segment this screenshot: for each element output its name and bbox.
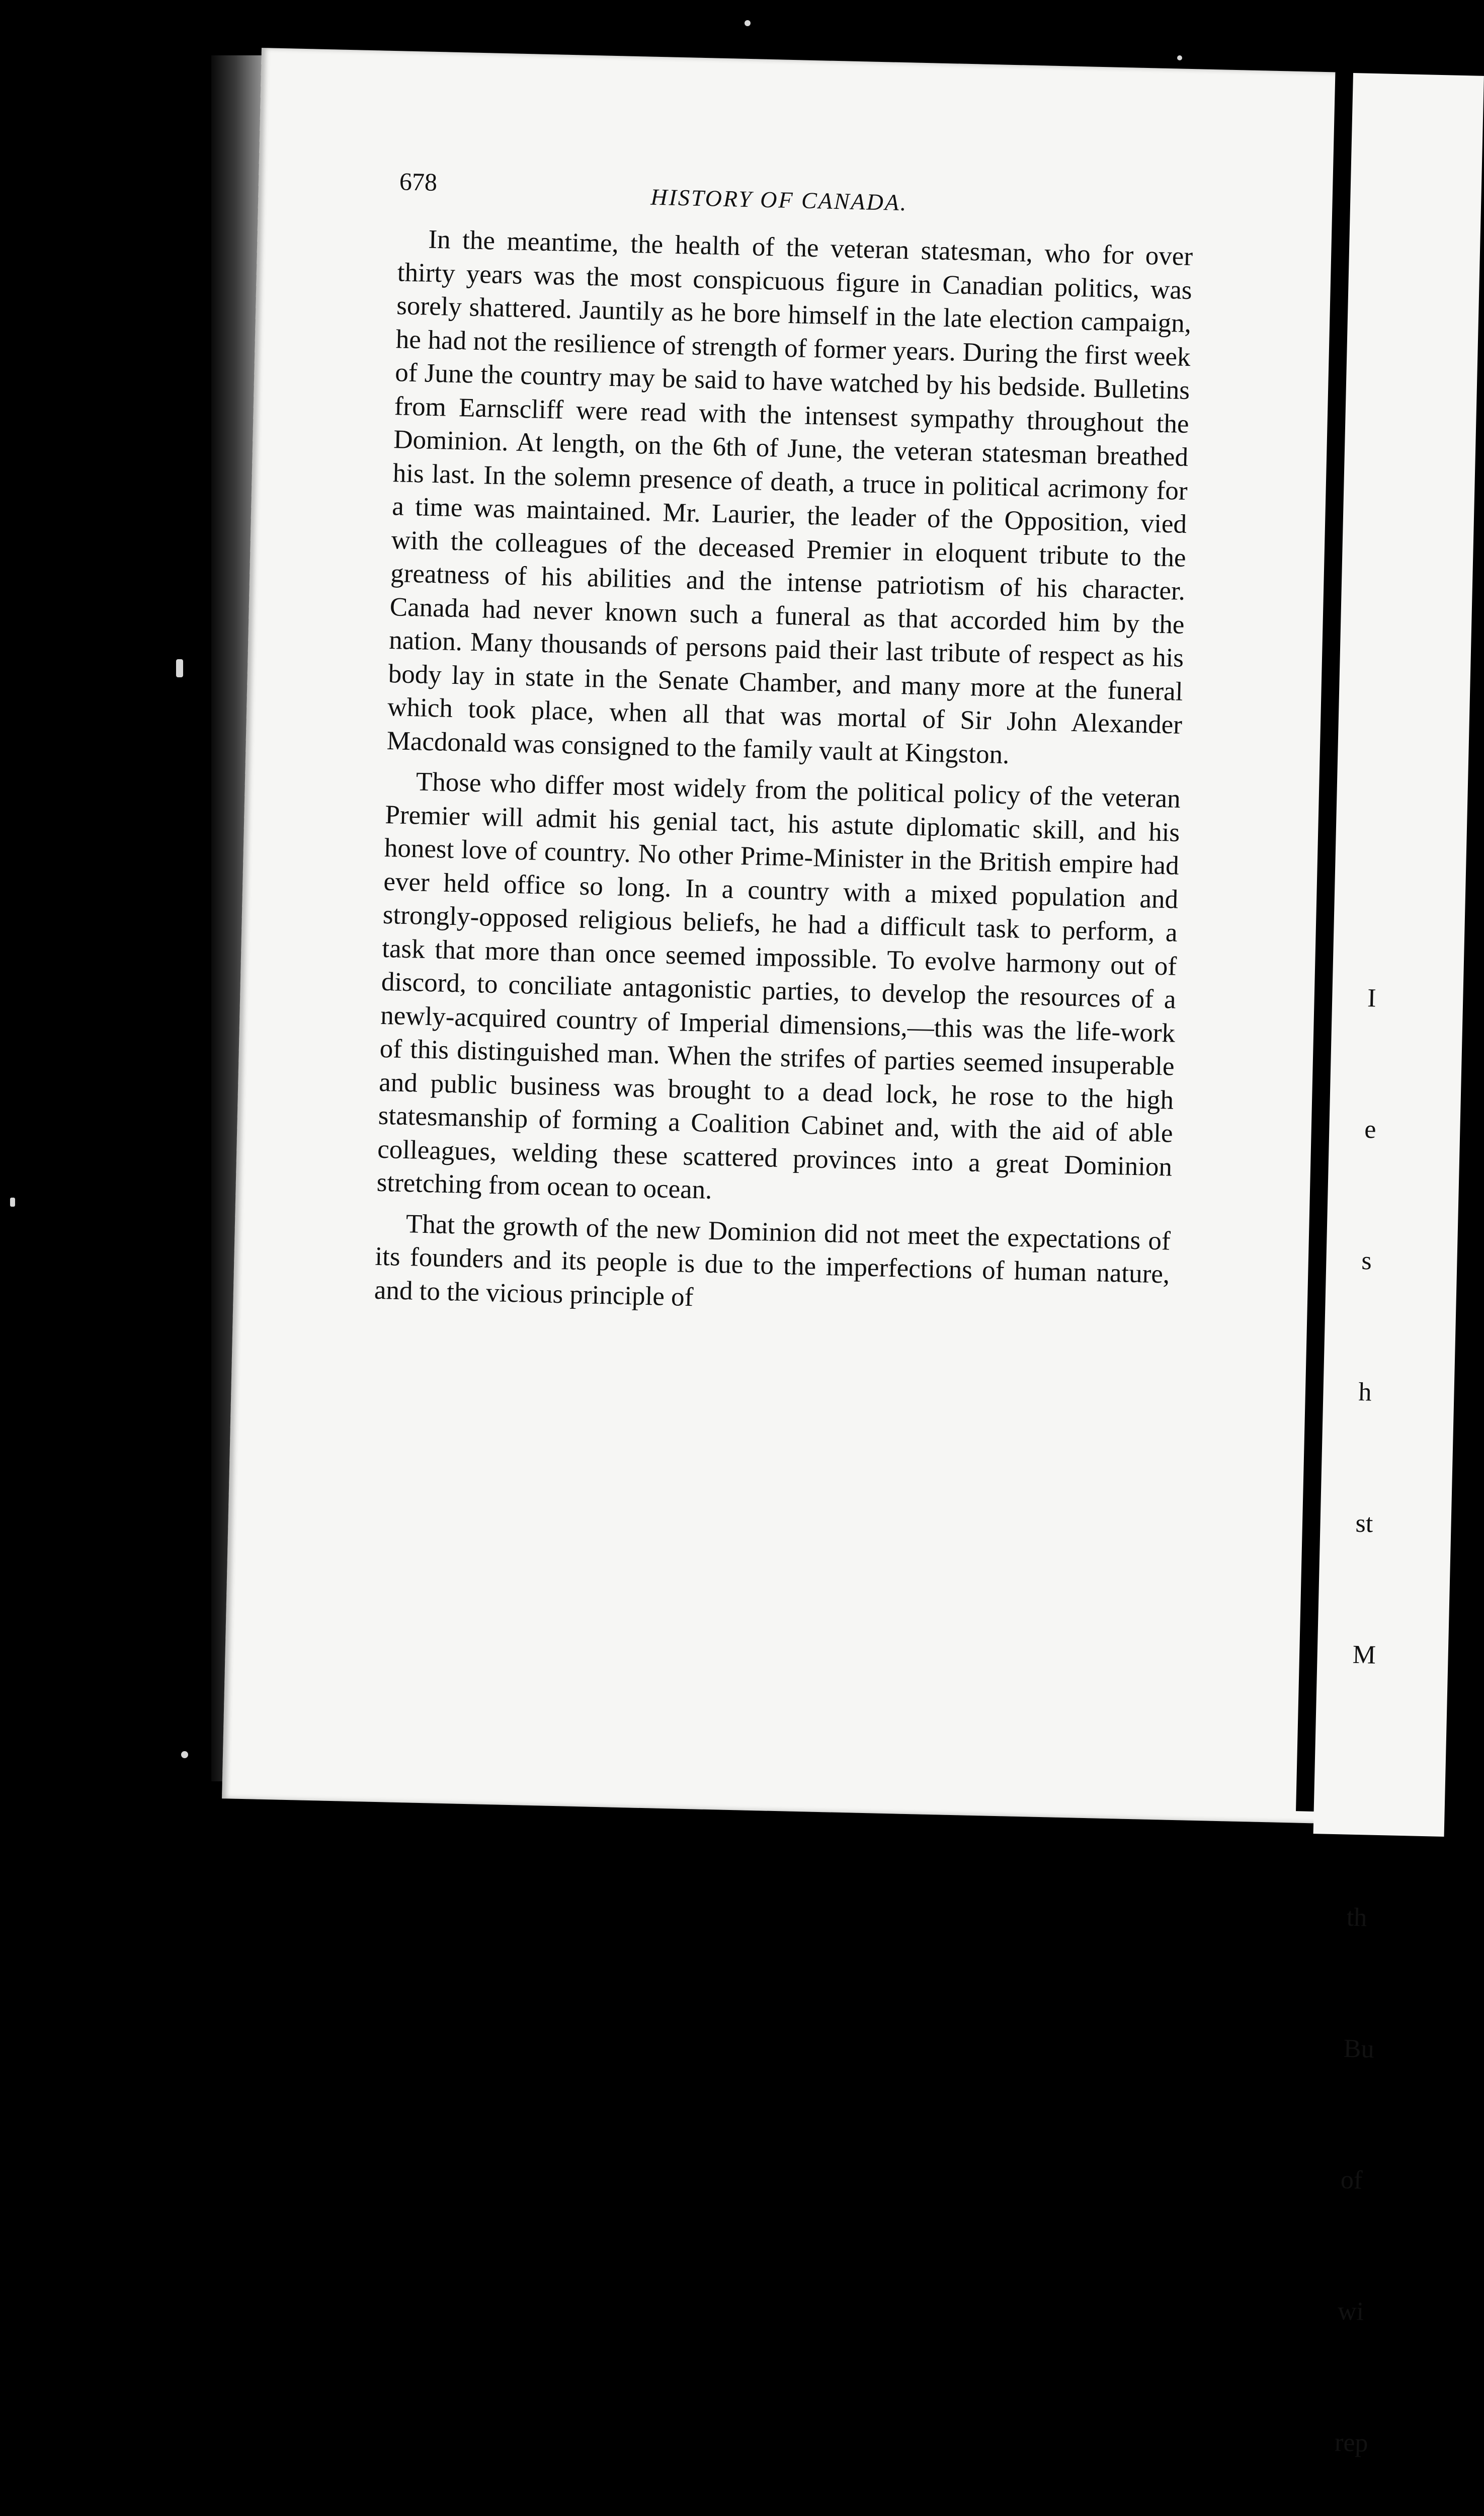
fragment-line: th <box>1346 1903 1367 1932</box>
scan-speck <box>745 20 751 26</box>
fragment-line: of <box>1340 2165 1363 2195</box>
fragment-line: Bu <box>1343 2034 1375 2064</box>
running-head-title: HISTORY OF CANADA. <box>650 184 908 216</box>
fragment-line: e <box>1364 1115 1377 1144</box>
page-number: 678 <box>399 167 438 196</box>
fragment-line: I <box>1367 984 1377 1013</box>
fragment-line: wi <box>1337 2297 1364 2326</box>
scan-speck <box>10 1198 15 1207</box>
paragraph-1: In the meantime, the health of the veteran statesman, who for over thirty years was the most conspicuous figure in Canadian politics, was sorely shattered. Jauntily as he bore himself in the late election campaign, he had not the resilience of strength of former years. During the first week of June the country may be said to have watched by his bedside. Bulletins from Earnscliff were read with the intensest sympathy throughout the Dominion. At length, on the 6th of June, the veteran statesman breathed his last. In the solemn presence of death, a truce in political acrimony for a time was maintained. Mr. Laurier, the leader of the Opposition, vied with the colleagues of the deceased Premier in eloquent tribute to the greatness of his abilities and the intense patriotism of his character. Canada had never known such a funeral as that accorded him by the nation. Many thousands of persons paid their last tribute of respect as his body lay in state in the Senate Chamber, and many more at the funeral which took place, when all that was mortal of Sir John Alexander Macdonald was consigned to the family vault at Kingston. <box>386 224 1193 769</box>
paragraph-2: Those who differ most widely from the political policy of the veteran Premier will admit his genial tact, his astute diplomatic skill, and his honest love of country. No other Prime-Minister in the British empire had ever held office so long. In a country with a mixed population and strongly-opposed religious beliefs, he had a difficult task to perform, a task that more than once seemed impossible. To evolve harmony out of discord, to conciliate antagonistic parties, to develop the resources of a newly-acquired country of Imperial dimensions,—this was the life-work of this distinguished man. When the strifes of parties seemed insuperable and public business was brought to a dead lock, he rose to the high statesmanship of forming a Coalition Cabinet and, with the aid of able colleagues, welding these scattered provinces into a great Dominion stretching from ocean to ocean. <box>376 767 1181 1205</box>
fragment-line: st <box>1355 1509 1373 1538</box>
fragment-line: h <box>1358 1377 1372 1407</box>
fragment-line: rep <box>1334 2428 1369 2458</box>
left-page <box>222 48 1358 1824</box>
fragment-line <box>1349 1764 1401 1809</box>
scan-speck <box>1177 55 1182 60</box>
fragment-line: M <box>1352 1640 1376 1670</box>
fragment-line: s <box>1361 1246 1372 1276</box>
paragraph-3: That the growth of the new Dominion did not meet the expectations of its founders and its people is due to the imperfections of human nature, and to the vicious principle of <box>374 1209 1171 1312</box>
scan-speck <box>176 659 183 677</box>
scan-speck <box>181 1751 188 1758</box>
page-text-block <box>374 167 1194 1331</box>
